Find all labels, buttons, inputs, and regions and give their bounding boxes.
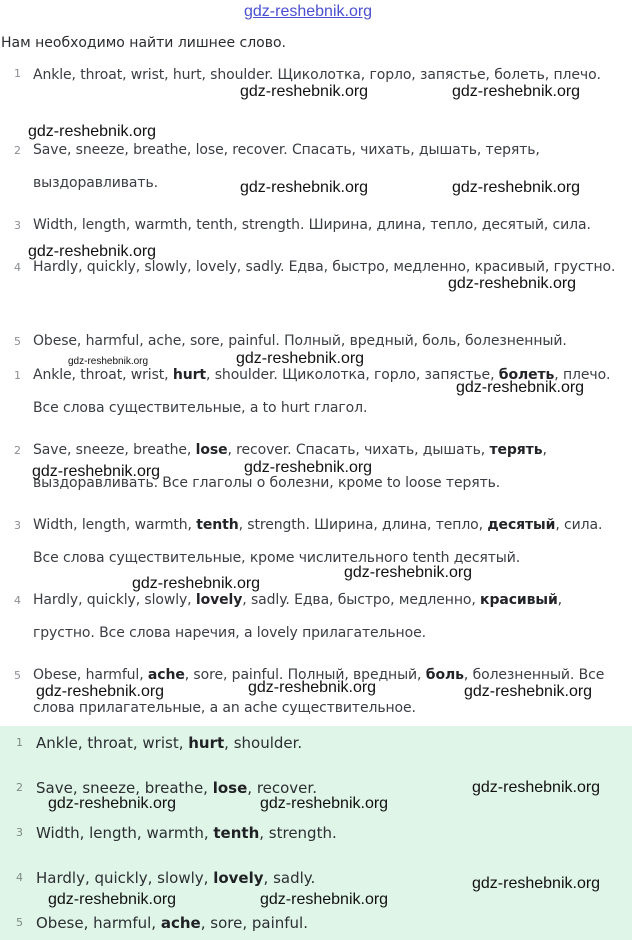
watermark: gdz-reshebnik.org [260, 795, 389, 812]
answer-text: Save, sneeze, breathe, lose, recover. [36, 779, 317, 797]
odd-word-en: lovely [195, 592, 243, 608]
translation-text: Width, length, warmth, tenth, strength. Ширина, длина, тепло, десятый, сила. [33, 217, 591, 233]
answer-text: Obese, harmful, ache, sore, painful. [36, 914, 308, 932]
watermark: gdz-reshebnik.org [472, 779, 601, 796]
odd-word-en: tenth [196, 517, 239, 533]
item-number: 1 [14, 67, 21, 80]
watermark: gdz-reshebnik.org [28, 123, 157, 140]
explanation-text: Hardly, quickly, slowly, lovely, sadly. Едва, быстро, медленно, красивый, грустно. Все слова наречия, а lovely прилагательное. [33, 592, 563, 641]
answer-text: Width, length, warmth, tenth, strength. [36, 824, 337, 842]
answer-odd-word: lose [212, 779, 248, 797]
watermark: gdz-reshebnik.org [448, 275, 577, 292]
odd-word-ru: терять [489, 442, 543, 458]
translation-text: Ankle, throat, wrist, hurt, shoulder. Щиколотка, горло, запястье, болеть, плечо. [33, 67, 601, 83]
explanation-text: Obese, harmful, ache, sore, painful. Полный, вредный, боль, болезненный. Все слова прилагательные, а an ache существительное. [33, 667, 605, 716]
watermark: gdz-reshebnik.org [464, 683, 593, 700]
item-number: 2 [14, 144, 21, 157]
item-number: 3 [14, 519, 21, 532]
answer-text: Hardly, quickly, slowly, lovely, sadly. [36, 869, 316, 887]
item-number: 5 [14, 669, 21, 682]
answer-odd-word: ache [160, 914, 201, 932]
odd-word-ru: десятый [487, 517, 556, 533]
watermark: gdz-reshebnik.org [32, 463, 161, 480]
odd-word-ru: болеть [498, 367, 555, 383]
watermark: gdz-reshebnik.org [236, 350, 365, 367]
odd-word-en: hurt [172, 367, 207, 383]
watermark: gdz-reshebnik.org [36, 683, 165, 700]
watermark: gdz-reshebnik.org [244, 459, 373, 476]
explanation-text: Ankle, throat, wrist, hurt, shoulder. Щиколотка, горло, запястье, болеть, плечо. Все слова существительные, а to hurt глагол. [33, 367, 611, 416]
watermark: gdz-reshebnik.org [48, 891, 177, 908]
watermark: gdz-reshebnik.org [48, 795, 177, 812]
translation-text: Hardly, quickly, slowly, lovely, sadly. Едва, быстро, медленно, красивый, грустно. [33, 259, 616, 275]
watermark: gdz-reshebnik.org [260, 891, 389, 908]
watermark: gdz-reshebnik.org [240, 83, 369, 100]
item-number: 4 [14, 261, 21, 274]
answer-odd-word: lovely [213, 869, 264, 887]
answer-odd-word: hurt [188, 734, 225, 752]
intro-text: Нам необходимо найти лишнее слово. [1, 35, 286, 51]
item-number: 1 [16, 736, 23, 749]
item-number: 4 [14, 594, 21, 607]
item-number: 3 [14, 219, 21, 232]
watermark: gdz-reshebnik.org [344, 564, 473, 581]
item-number: 3 [16, 826, 23, 839]
odd-word-en: lose [195, 442, 228, 458]
item-number: 2 [14, 444, 21, 457]
watermark: gdz-reshebnik.org [28, 243, 157, 260]
item-number: 2 [16, 781, 23, 794]
item-number: 5 [14, 335, 21, 348]
item-number: 4 [16, 871, 23, 884]
watermark: gdz-reshebnik.org [248, 679, 377, 696]
odd-word-en: ache [147, 667, 185, 683]
watermark: gdz-reshebnik.org [240, 179, 369, 196]
item-number: 5 [16, 916, 23, 929]
watermark: gdz-reshebnik.org [132, 575, 261, 592]
answer-text: Ankle, throat, wrist, hurt, shoulder. [36, 734, 303, 752]
watermark: gdz-reshebnik.org [452, 83, 581, 100]
translation-text: Obese, harmful, ache, sore, painful. Полный, вредный, боль, болезненный. [33, 333, 567, 349]
odd-word-ru: боль [425, 667, 464, 683]
translation-text: Save, sneeze, breathe, lose, recover. Спасать, чихать, дышать, терять, выздоравливать. [33, 142, 540, 191]
answer-odd-word: tenth [213, 824, 260, 842]
item-number: 1 [14, 369, 21, 382]
explanation-text: Width, length, warmth, tenth, strength. Ширина, длина, тепло, десятый, сила. Все слова существительные, кроме числительного tenth десятый. [33, 517, 603, 566]
watermark: gdz-reshebnik.org [452, 179, 581, 196]
watermark: gdz-reshebnik.org [68, 356, 149, 367]
watermark: gdz-reshebnik.org [472, 875, 601, 892]
watermark-top[interactable]: gdz-reshebnik.org [244, 3, 373, 20]
odd-word-ru: красивый [480, 592, 558, 608]
watermark: gdz-reshebnik.org [456, 379, 585, 396]
explanation-text: Save, sneeze, breathe, lose, recover. Спасать, чихать, дышать, терять, выздоравливать. Все глаголы о болезни, кроме to loose терять. [33, 442, 547, 491]
